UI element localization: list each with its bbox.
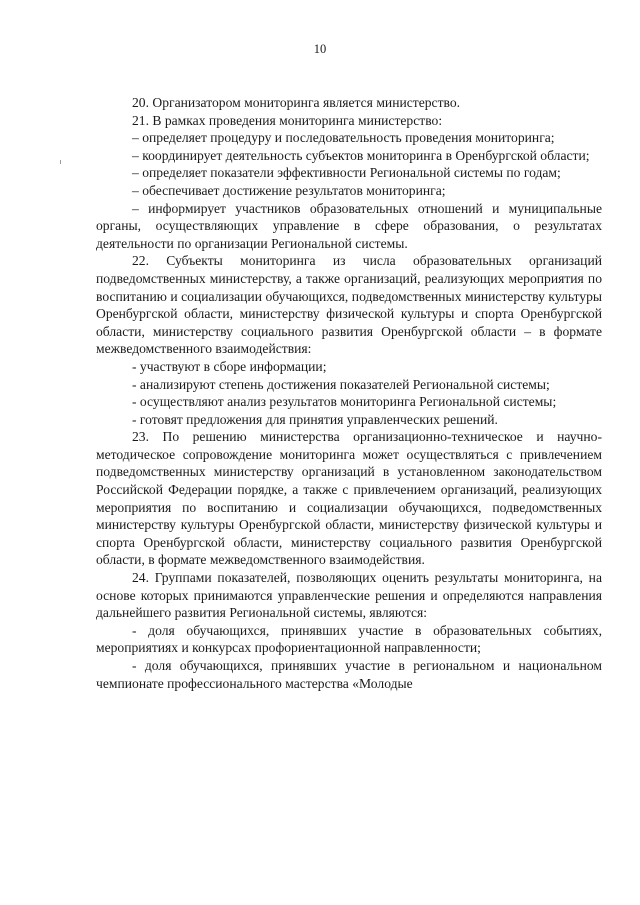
list-item: - осуществляют анализ результатов мониторинга Региональной системы; (132, 394, 557, 410)
list-item: - готовят предложения для принятия управленческих решений. (132, 411, 498, 427)
list-item: – определяет показатели эффективности Региональной системы по годам; (132, 165, 561, 181)
document-body (96, 94, 602, 692)
list-item: – определяет процедуру и последовательность проведения мониторинга; (132, 130, 555, 146)
paragraph-24: 24. Группами показателей, позволяющих оценить результаты мониторинга, на основе которых принимаются управленческие решения и определяются направления дальнейшего развития Региональной системы, являются: (96, 570, 602, 621)
list-item: - анализируют степень достижения показателей Региональной системы; (132, 376, 550, 392)
list-item: – обеспечивает достижение результатов мониторинга; (132, 182, 446, 198)
paragraph-23: 23. По решению министерства организационно-техническое и научно-методическое сопровождение мониторинга может осуществляться с привлечением подведомственных министерству организаций в установленном законодательством Российской Федерации порядке, а также с привлечением организаций, реализующих мероприятия по воспитанию и социализации обучающихся, подведомственных министерству культуры Оренбургской области, министерству физической культуры и спорта Оренбургской области, министерству социального развития Оренбургской области, в формате межведомственного взаимодействия. (96, 429, 602, 568)
page-number: 10 (313, 42, 327, 56)
paragraph-22: 22. Субъекты мониторинга из числа образовательных организаций подведомственных министерству, а также организаций, реализующих мероприятия по воспитанию и социализации обучающихся, подведомственных министерству культуры Оренбургской области, министерству физической культуры и спорта Оренбургской области, министерству социального развития Оренбургской области – в формате межведомственного взаимодействия: (96, 253, 602, 357)
paragraph-21: 21. В рамках проведения мониторинга министерство: (132, 112, 443, 128)
list-item: – информирует участников образовательных отношений и муниципальные органы, осуществляющих управление в сфере образования, о результатах деятельности по организации Региональной системы. (96, 200, 602, 251)
list-item: – координирует деятельность субъектов мониторинга в Оренбургской области; (132, 147, 590, 163)
scan-mark (60, 160, 61, 164)
list-item: - участвуют в сборе информации; (132, 358, 327, 374)
list-item: - доля обучающихся, принявших участие в образовательных событиях, мероприятиях и конкурсах профориентационной направленности; (96, 622, 602, 656)
paragraph-20: 20. Организатором мониторинга является министерство. (132, 95, 461, 110)
list-item: - доля обучающихся, принявших участие в региональном и национальном чемпионате профессионального мастерства «Молодые (96, 658, 602, 691)
